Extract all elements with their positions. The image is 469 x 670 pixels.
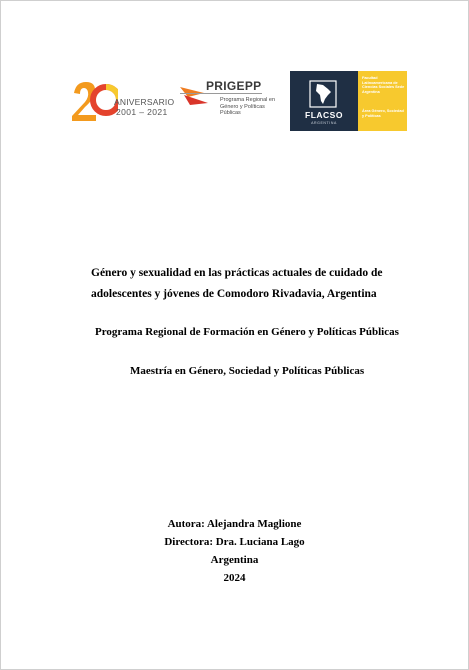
flacso-logo <box>290 71 358 131</box>
author: Autora: Alejandra Maglione <box>167 518 302 530</box>
year: 2024 <box>223 572 246 584</box>
latin-america-map-icon <box>308 79 338 109</box>
anniversary-label: ANIVERSARIO <box>114 97 175 107</box>
flacso-country: ARGENTINA <box>311 121 337 125</box>
prigepp-title: PRIGEPP <box>206 79 262 93</box>
masters-name: Maestría en Género, Sociedad y Políticas Públicas <box>130 365 365 377</box>
anniversary-20-icon <box>70 79 118 123</box>
prigepp-divider <box>180 93 262 94</box>
flacso-area-panel <box>358 71 407 131</box>
prigepp-logo <box>180 79 280 129</box>
flacso-description: Facultad Latinoamericana de Ciencias Sociales Sede Argentina <box>362 76 405 94</box>
flacso-area: Área Género, Sociedad y Políticas <box>362 109 404 118</box>
thesis-title-line-2: adolescentes y jóvenes de Comodoro Rivadavia, Argentina <box>91 288 377 300</box>
prigepp-subtitle: Programa Regional en Género y Políticas Públicas <box>220 97 276 116</box>
thesis-title-line-1: Género y sexualidad en las prácticas actuales de cuidado de <box>91 267 383 279</box>
country: Argentina <box>210 554 259 566</box>
flacso-name: FLACSO <box>305 110 343 120</box>
director: Directora: Dra. Luciana Lago <box>164 536 305 548</box>
anniversary-years: 2001 – 2021 <box>116 107 168 117</box>
program-name: Programa Regional de Formación en Género y Políticas Públicas <box>95 326 399 338</box>
anniversary-logo <box>70 79 175 123</box>
